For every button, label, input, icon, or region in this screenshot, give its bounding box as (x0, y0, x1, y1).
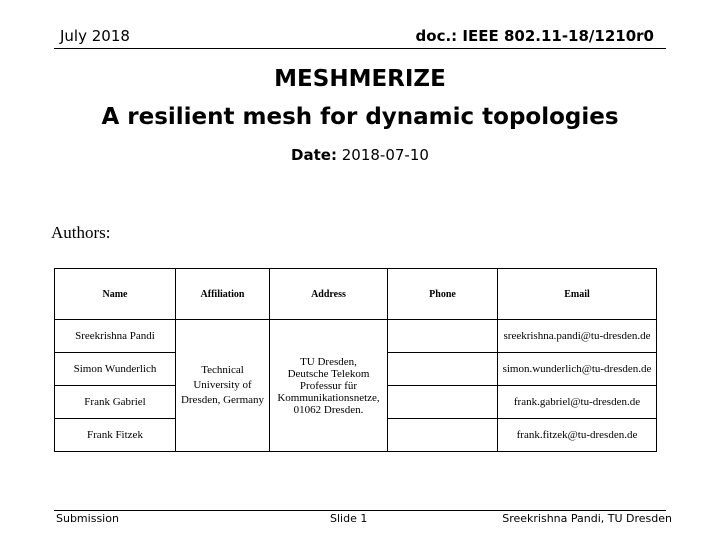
col-header-email: Email (498, 269, 657, 320)
address-cell (270, 320, 388, 452)
header-date: July 2018 (60, 27, 130, 45)
title-line-2: A resilient mesh for dynamic topologies (101, 104, 619, 130)
address-line: 01062 Dresden. (293, 403, 364, 416)
author-phone (388, 386, 498, 419)
col-header-affiliation: Affiliation (176, 269, 270, 320)
author-phone (388, 320, 498, 353)
footer-slide-number: Slide 1 (330, 512, 368, 525)
author-name: Frank Fitzek (55, 419, 176, 452)
author-phone (388, 353, 498, 386)
author-name: Simon Wunderlich (55, 353, 176, 386)
footer-divider (54, 510, 666, 511)
title-line-1: MESHMERIZE (274, 66, 446, 92)
author-email: sreekrishna.pandi@tu-dresden.de (498, 320, 657, 353)
date-value: 2018-07-10 (341, 146, 429, 164)
authors-label: Authors: (51, 223, 111, 242)
date-line (0, 146, 720, 164)
col-header-address: Address (270, 269, 388, 320)
footer-author: Sreekrishna Pandi, TU Dresden (502, 512, 672, 525)
author-name: Sreekrishna Pandi (55, 320, 176, 353)
footer-submission: Submission (56, 512, 119, 525)
author-name: Frank Gabriel (55, 386, 176, 419)
date-label: Date: (291, 146, 337, 164)
table-header-row (55, 269, 657, 320)
header-doc-id: doc.: IEEE 802.11-18/1210r0 (415, 27, 654, 45)
slide-title (0, 60, 720, 136)
table-row (55, 320, 657, 353)
address-line: Deutsche Telekom Professur für Kommunikationsnetze, (277, 367, 380, 404)
col-header-phone: Phone (388, 269, 498, 320)
affiliation-cell: Technical University of Dresden, Germany (176, 320, 270, 452)
author-email: frank.gabriel@tu-dresden.de (498, 386, 657, 419)
author-email: simon.wunderlich@tu-dresden.de (498, 353, 657, 386)
header-divider (54, 48, 666, 49)
author-phone (388, 419, 498, 452)
address-line: TU Dresden, (300, 355, 357, 368)
col-header-name: Name (55, 269, 176, 320)
authors-table (54, 268, 657, 452)
author-email: frank.fitzek@tu-dresden.de (498, 419, 657, 452)
